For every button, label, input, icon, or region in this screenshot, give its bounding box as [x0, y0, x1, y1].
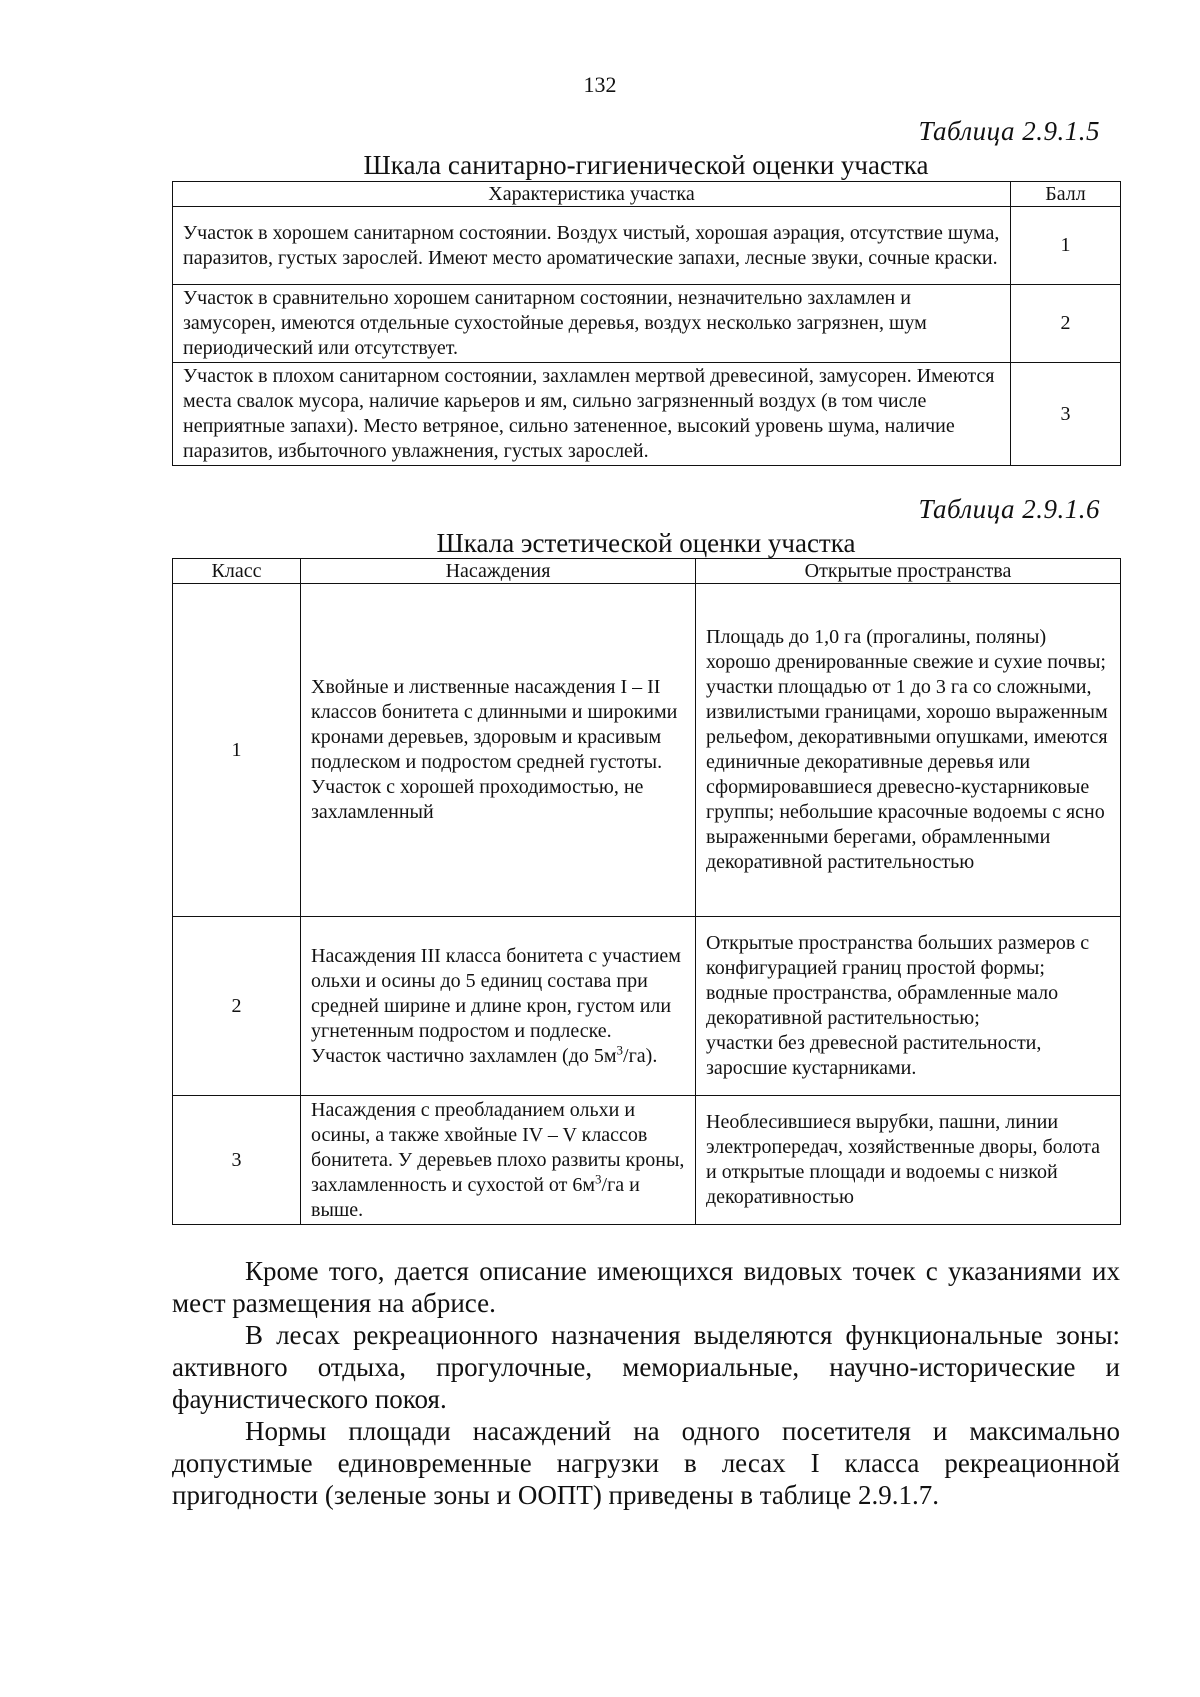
table-row	[173, 584, 1121, 917]
paragraph: В лесах рекреационного назначения выделяются функциональные зоны: активного отдыха, прогулочные, мемориальные, научно-исторические и фаунистического покоя.	[172, 1320, 1120, 1414]
stands-cell: Хвойные и лиственные насаждения I – II классов бонитета с длинными и широкими кронами деревьев, здоровым и красивым подлеском и подростом средней густоты. Участок с хорошей проходимостью, не захламленный	[301, 584, 696, 917]
sanitary-scale-table	[172, 181, 1121, 466]
header-stands: Насаждения	[301, 559, 696, 584]
stands-text-end: /га и выше.	[311, 1173, 640, 1221]
table-row	[173, 363, 1121, 466]
paragraph: Кроме того, дается описание имеющихся видовых точек с указаниями их мест размещения на абрисе.	[172, 1256, 1120, 1318]
open-spaces-cell: Площадь до 1,0 га (прогалины, поляны) хорошо дренированные свежие и сухие почвы; участки площадью от 1 до 3 га со сложными, извилистыми границами, хорошо выраженным рельефом, декоративными опушками, имеются единичные декоративные деревья или сформировавшиеся древесно-кустарниковые группы; небольшие красочные водоемы с ясно выраженными берегами, обрамленными декоративной растительностью	[696, 584, 1121, 917]
body-text	[172, 1255, 1120, 1511]
table-row	[173, 285, 1121, 363]
superscript: 3	[616, 1041, 624, 1057]
aesthetic-scale-table	[172, 558, 1121, 1225]
table1-title: Шкала санитарно-гигиенической оценки участка	[363, 150, 929, 180]
score-cell: 3	[1011, 363, 1121, 466]
stands-text: Насаждения III класса бонитета с участием ольхи и осины до 5 единиц состава при средней ширине и длине крон, густом или угнетенным подростом и подлеске. Участок частично захламлен (до 5м	[311, 944, 681, 1067]
table-row	[173, 207, 1121, 285]
table1-label: Таблица 2.9.1.5	[918, 116, 1100, 146]
score-cell: 2	[1011, 285, 1121, 363]
open-spaces-cell: Необлесившиеся вырубки, пашни, линии электропередач, хозяйственные дворы, болота и открытые площади и водоемы с низкой декоративностью	[696, 1096, 1121, 1225]
stands-text: Насаждения с преобладанием ольхи и осины, а также хвойные IV – V классов бонитета. У деревьев плохо развиты кроны, захламленность и сухостой от 6м	[311, 1098, 685, 1196]
class-cell: 2	[173, 917, 301, 1096]
table-row	[173, 917, 1121, 1096]
class-cell: 1	[173, 584, 301, 917]
header-characteristic: Характеристика участка	[173, 182, 1011, 207]
table2-label: Таблица 2.9.1.6	[918, 494, 1100, 524]
table-row	[173, 1096, 1121, 1225]
header-score: Балл	[1011, 182, 1121, 207]
characteristic-cell: Участок в хорошем санитарном состоянии. Воздух чистый, хорошая аэрация, отсутствие шума, паразитов, густых зарослей. Имеют место ароматические запахи, лесные звуки, сочные краски.	[173, 207, 1011, 285]
table-header-row	[173, 182, 1121, 207]
characteristic-cell: Участок в сравнительно хорошем санитарном состоянии, незначительно захламлен и замусорен, имеются отдельные сухостойные деревья, воздух несколько загрязнен, шум периодический или отсутствует.	[173, 285, 1011, 363]
class-cell: 3	[173, 1096, 301, 1225]
table2-title: Шкала эстетической оценки участка	[436, 528, 856, 558]
header-open-spaces: Открытые пространства	[696, 559, 1121, 584]
characteristic-cell: Участок в плохом санитарном состоянии, захламлен мертвой древесиной, замусорен. Имеются места свалок мусора, наличие карьеров и ям, сильно загрязненный воздух (в том числе неприятные запахи). Место ветряное, сильно затененное, высокий уровень шума, наличие паразитов, избыточного увлажнения, густых зарослей.	[173, 363, 1011, 466]
header-class: Класс	[173, 559, 301, 584]
score-cell: 1	[1011, 207, 1121, 285]
page-number: 132	[583, 72, 617, 97]
paragraph: Нормы площади насаждений на одного посетителя и максимально допустимые единовременные нагрузки в лесах I класса рекреационной пригодности (зеленые зоны и ООПТ) приведены в таблице 2.9.1.7.	[172, 1416, 1120, 1510]
stands-cell	[301, 917, 696, 1096]
open-spaces-cell: Открытые пространства больших размеров с конфигурацией границ простой формы; водные пространства, обрамленные мало декоративной растительностью; участки без древесной растительности, заросшие кустарниками.	[696, 917, 1121, 1096]
stands-cell	[301, 1096, 696, 1225]
table-header-row	[173, 559, 1121, 584]
superscript: 3	[595, 1170, 602, 1186]
stands-text-end: /га).	[623, 1044, 658, 1067]
